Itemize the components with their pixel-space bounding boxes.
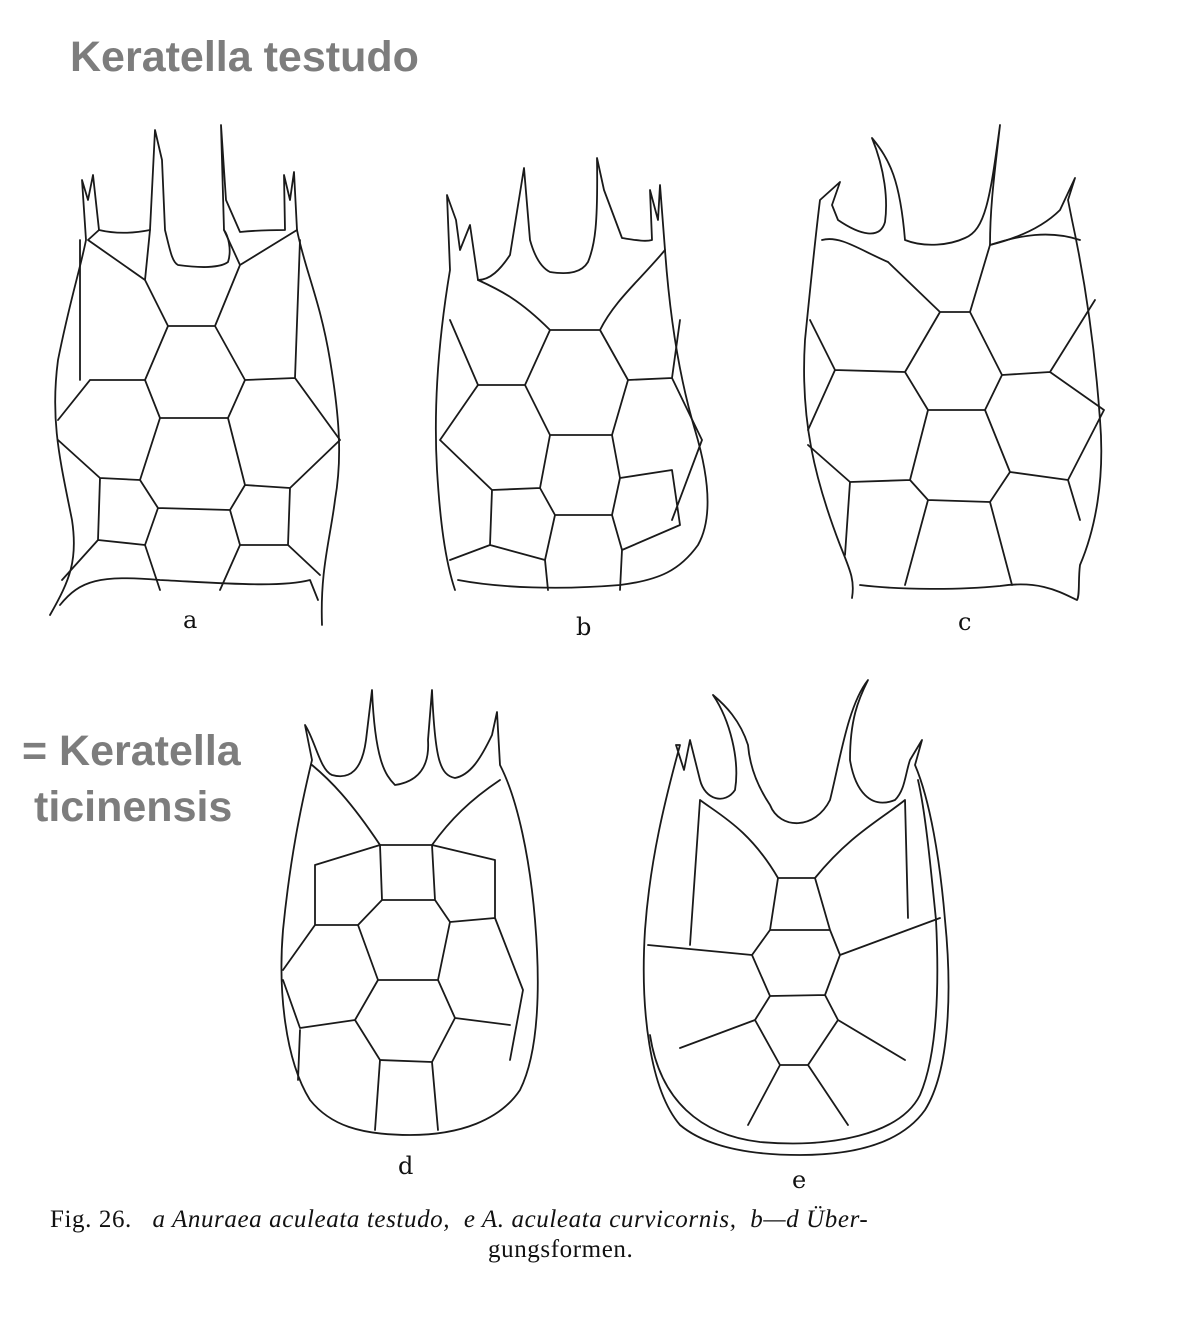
caption-part2: e A. aculeata curvicornis,	[463, 1206, 737, 1233]
lorica-c	[804, 125, 1104, 600]
figure-label-a: a	[183, 606, 198, 634]
synonym-title-line2: ticinensis	[34, 783, 233, 831]
lorica-b-outline	[436, 158, 708, 590]
lorica-b	[436, 158, 708, 590]
lorica-e-outline	[644, 680, 949, 1155]
figure-label-d: d	[398, 1152, 414, 1180]
lorica-e	[644, 680, 949, 1155]
caption-fig-number: Fig. 26.	[50, 1206, 132, 1233]
lorica-d	[281, 690, 537, 1135]
figure-label-c: c	[958, 608, 972, 636]
caption-part3: b—d Über-	[750, 1206, 869, 1233]
figure-label-b: b	[576, 613, 592, 641]
synonym-title-line1: = Keratella	[22, 727, 241, 775]
caption-part1: a Anuraea aculeata testudo,	[152, 1206, 451, 1233]
figure-caption	[50, 1206, 1160, 1264]
lorica-a	[50, 125, 340, 625]
figure-label-e: e	[792, 1166, 807, 1194]
caption-line2: gungsformen.	[488, 1236, 634, 1263]
main-title: Keratella testudo	[70, 33, 419, 81]
lorica-d-outline	[281, 690, 537, 1135]
